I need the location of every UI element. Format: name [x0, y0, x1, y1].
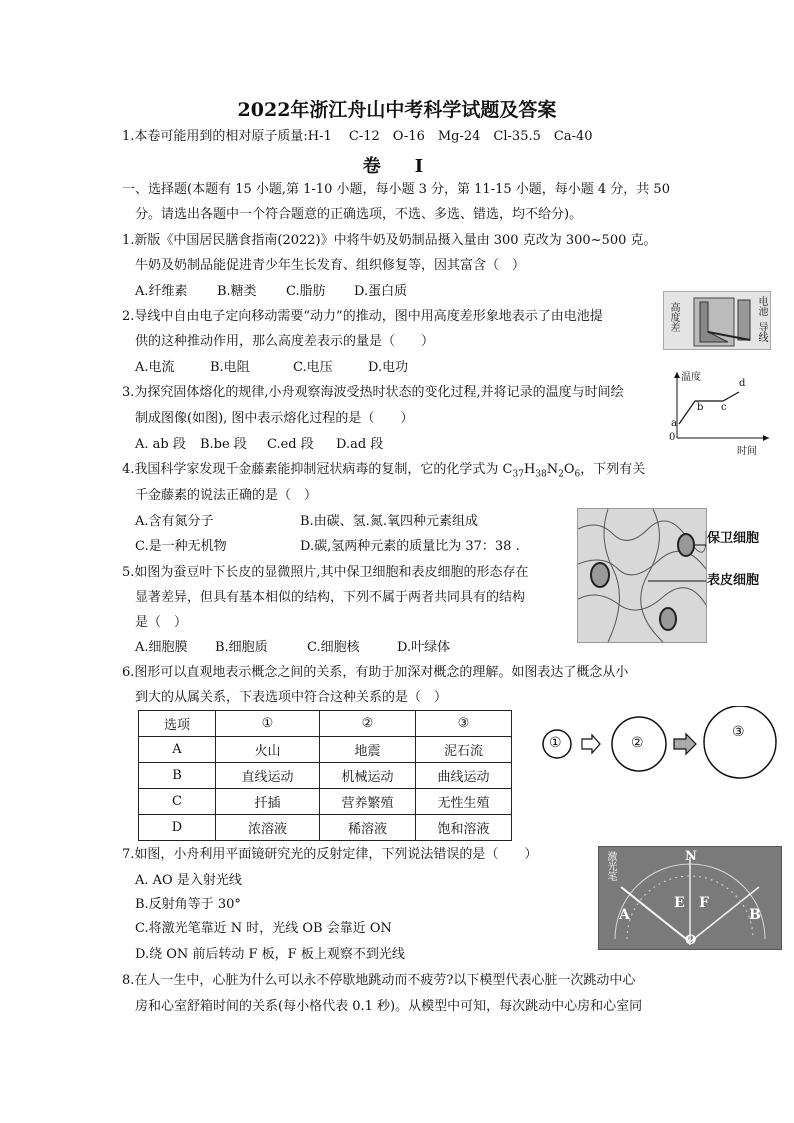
q4-option-a: A.含有氮分子	[135, 514, 214, 529]
graph-origin: 0	[669, 432, 676, 443]
q1-option-b: B.糖类	[217, 284, 257, 299]
table-cell: 无性生殖	[416, 789, 512, 815]
q5-stem-2: 显著差异，但具有基本相似的结构，下列不属于两者共同具有的结构	[135, 590, 526, 605]
leaf-micrograph	[577, 508, 707, 643]
q6-stem-2: 到大的从属关系，下表选项中符合这种关系的是（ ）	[135, 690, 448, 705]
table-cell: 泥石流	[416, 737, 512, 763]
q3-stem-2: 制成图像(如图), 图中表示熔化过程的是（ ）	[135, 411, 414, 426]
wire-label: 导线	[756, 322, 767, 342]
q5-option-d: D.叶绿体	[397, 640, 451, 655]
page-title: 2022年浙江舟山中考科学试题及答案	[237, 99, 557, 121]
q2-stem-1: 2.导线中自由电子定向移动需要“动力”的推动，图中用高度差形象地表示了由电池提	[122, 309, 603, 324]
table-row	[139, 815, 512, 841]
table-header-cell: ①	[216, 711, 320, 737]
intro-line-1: 一、选择题(本题有 15 小题,第 1-10 小题，每小题 3 分，第 11-15 小题，每小题 4 分，共 50	[122, 182, 670, 197]
q2-option-c: C.电压	[293, 360, 333, 375]
point-o-label: O	[685, 933, 697, 948]
laser-pen-label: 激光笔	[605, 851, 616, 881]
q2-stem-2: 供的这种推动作用，那么高度差表示的量是（ ）	[135, 334, 435, 349]
table-cell: 扦插	[216, 789, 320, 815]
q3-stem-1: 3.为探究固体熔化的规律,小舟观察海波受热时状态的变化过程,并将记录的温度与时间绘	[122, 385, 624, 400]
q4-option-b: B.由碳、氢.氮.氧四种元素组成	[300, 514, 478, 529]
table-row	[139, 789, 512, 815]
q6-options-table	[138, 710, 512, 841]
reflection-board-figure	[598, 846, 782, 950]
board-f-label: F	[699, 895, 709, 911]
q2-option-a: A.电流	[135, 360, 175, 375]
q7-option-b: B.反射角等于 30°	[135, 897, 241, 912]
concept-circles-figure	[540, 706, 780, 782]
q5-option-c: C.细胞核	[307, 640, 360, 655]
q2-option-b: B.电阻	[210, 360, 250, 375]
q2-option-d: D.电功	[368, 360, 409, 375]
circle-1-label: ①	[549, 735, 562, 751]
q1-option-c: C.脂肪	[286, 284, 326, 299]
graph-point-d: d	[739, 378, 746, 389]
q1-option-a: A.纤维素	[135, 284, 188, 299]
intro-line-2: 分。请选出各题中一个符合题意的正确选项，不选、多选、错选，均不给分)。	[135, 207, 583, 222]
table-cell: 营养繁殖	[320, 789, 416, 815]
q4-option-d: D.碳,氢两种元素的质量比为 37：38 .	[300, 539, 520, 554]
guard-cell-label: 保卫细胞	[707, 531, 760, 546]
section-heading: 卷 I	[362, 156, 432, 177]
q7-option-d: D.绕 ON 前后转动 F 板，F 板上观察不到光线	[135, 947, 405, 962]
atomic-mass-note: 1.本卷可能用到的相对原子质量:H-1 C-12 O-16 Mg-24 Cl-35.5 Ca-40	[122, 129, 593, 144]
q5-stem-3: 是（ ）	[135, 615, 188, 630]
graph-x-label: 时间	[737, 446, 757, 457]
point-b-label: B	[749, 907, 761, 923]
table-cell: 机械运动	[320, 763, 416, 789]
graph-y-label: 温度	[681, 372, 701, 383]
table-cell: A	[139, 737, 216, 763]
table-header-cell: ③	[416, 711, 512, 737]
q5-option-a: A.细胞膜	[135, 640, 188, 655]
table-cell: 直线运动	[216, 763, 320, 789]
q1-option-d: D.蛋白质	[354, 284, 408, 299]
table-row	[139, 737, 512, 763]
q3-option-d: D.ad 段	[336, 437, 384, 452]
table-header-cell: 选项	[139, 711, 216, 737]
graph-point-c: c	[721, 402, 727, 413]
q6-stem-1: 6.图形可以直观地表示概念之间的关系，有助于加深对概念的理解。如图表达了概念从小	[122, 665, 629, 680]
normal-n-label: N	[685, 849, 697, 864]
q4-stem-1: 4.我国科学家发现千金藤素能抑制冠状病毒的复制，它的化学式为 $C_{37}H_{38}N_2O_6$，下列有关	[122, 462, 646, 480]
table-cell: C	[139, 789, 216, 815]
q3-option-b: B.be 段	[200, 437, 247, 452]
q4-option-c: C.是一种无机物	[135, 539, 227, 554]
q3-option-a: A. ab 段	[135, 437, 186, 452]
q1-stem-1: 1.新版《中国居民膳食指南(2022)》中将牛奶及奶制品摄入量由 300 克改为 300~500 克。	[122, 233, 657, 248]
point-a-label: A	[619, 907, 630, 923]
circle-2-label: ②	[631, 735, 644, 751]
table-cell: B	[139, 763, 216, 789]
battery-height-figure	[663, 291, 771, 350]
table-row	[139, 763, 512, 789]
q8-stem-2: 房和心室舒箱时间的关系(每小格代表 0.1 秒)。从模型中可知，每次跳动中心房和心室同	[135, 999, 643, 1014]
table-cell: 浓溶液	[216, 815, 320, 841]
temperature-time-graph	[665, 368, 775, 456]
height-diff-label: 高度差	[668, 302, 679, 332]
epidermal-cell-label: 表皮细胞	[707, 573, 760, 588]
board-e-label: E	[674, 895, 685, 911]
battery-label: 电池	[756, 296, 767, 316]
table-cell: 地震	[320, 737, 416, 763]
table-cell: 火山	[216, 737, 320, 763]
q3-option-c: C.ed 段	[267, 437, 314, 452]
graph-point-b: b	[697, 402, 704, 413]
circle-3-label: ③	[732, 724, 745, 740]
q4-stem-2: 千金藤素的说法正确的是（ ）	[135, 488, 318, 503]
q7-option-c: C.将激光笔靠近 N 时，光线 OB 会靠近 ON	[135, 921, 392, 936]
q8-stem-1: 8.在人一生中，心脏为什么可以永不停歇地跳动而不疲劳?以下模型代表心脏一次跳动中心	[122, 973, 636, 988]
q5-option-b: B.细胞质	[215, 640, 268, 655]
table-cell: 稀溶液	[320, 815, 416, 841]
table-cell: 饱和溶液	[416, 815, 512, 841]
table-cell: 曲线运动	[416, 763, 512, 789]
q7-option-a: A. AO 是入射光线	[135, 873, 242, 888]
q1-stem-2: 牛奶及奶制品能促进青少年生长发育、组织修复等，因其富含（ ）	[135, 258, 526, 273]
table-header-cell: ②	[320, 711, 416, 737]
table-header-row	[139, 711, 512, 737]
table-cell: D	[139, 815, 216, 841]
q7-stem: 7.如图，小舟利用平面镜研究光的反射定律，下列说法错误的是（ ）	[122, 847, 538, 862]
q5-stem-1: 5.如图为蚕豆叶下长皮的显微照片,其中保卫细胞和表皮细胞的形态存在	[122, 565, 529, 580]
graph-point-a: a	[671, 418, 677, 429]
